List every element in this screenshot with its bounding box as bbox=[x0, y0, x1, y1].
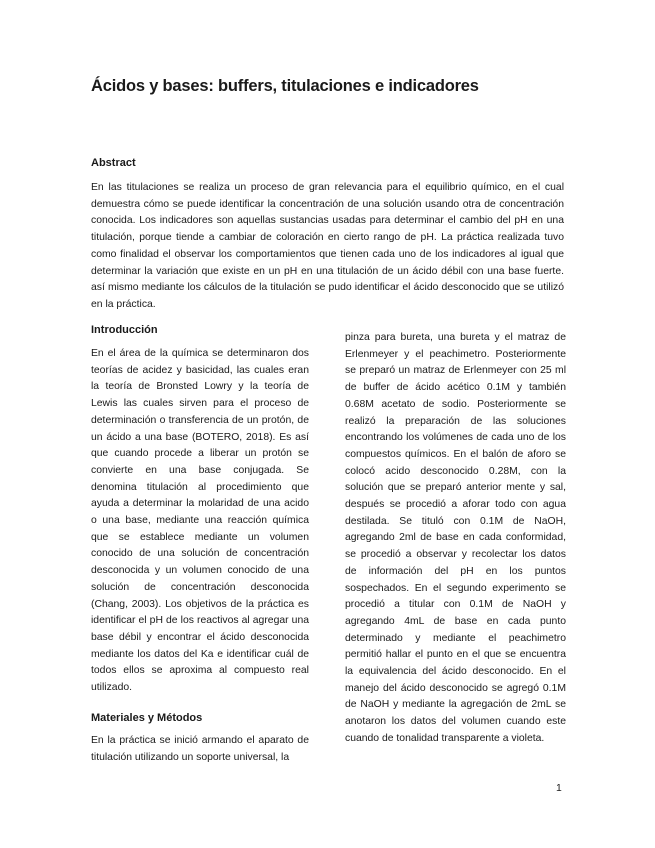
right-column bbox=[345, 330, 566, 748]
methods-heading: Materiales y Métodos bbox=[91, 712, 203, 724]
methods-left-column bbox=[91, 733, 309, 766]
introduction-body: En el área de la química se determinaron dos teorías de acidez y basicidad, las cuales eran la teoría de Bronsted Lowry y la teoría de Lewis las cuales sirven para el proceso de determinación o transferencia de un protón, de un ácido a una base (BOTERO, 2018). Es así que cuando procede a liberar un protón se convierte en una base conjugada. Se denomina titulación al procedimiento que ayuda a determinar la molaridad de una acido o una base, mediante una reacción química que se establece mediante un volumen conocido de una solución de concentración desconocida y un volumen conocido de una solución de concentración desconocida (Chang, 2003). Los objetivos de la práctica es identificar el pH de los reactivos al agregar una base débil y encontrar el ácido desconocida mediante los datos del Ka e identificar cuál de todos ellos se aproxima al compuesto real utilizado. bbox=[91, 348, 309, 694]
abstract-body: En las titulaciones se realiza un proceso de gran relevancia para el equilibrio químico, en el cual demuestra cómo se puede identificar la concentración de una solución usando otra de concentración conocida. Los indicadores son aquellas sustancias usadas para determinar el cambio del pH en una titulación, porque tiende a cambiar de coloración en cierto rango de pH. La práctica realizada tuvo como finalidad el observar los comportamientos que tienen cada uno de los indicadores al igual que determinar la variación que existe en un pH en una titulación de un ácido débil con una base fuerte. así mismo mediante los cálculos de la titulación se pudo identificar el ácido desconocido que se utilizó en la práctica. bbox=[91, 182, 564, 310]
introduction-heading: Introducción bbox=[91, 324, 158, 336]
left-column bbox=[91, 346, 309, 697]
methods-body-right: pinza para bureta, una bureta y el matraz de Erlenmeyer y el peachimetro. Posteriormente se preparó un matraz de Erlenmeyer con 25 ml de buffer de ácido acético 0.1M y también 0.68M acetato de sodio. Posteriormente se realizó la preparación de las soluciones encontrando los volúmenes de cada uno de los compuestos químicos. En el balón de aforo se colocó acido desconocido 0.28M, con la solución que se preparó anterior mente y sal, después se procedió a aforar todo con agua destilada. Se tituló con 0.1M de NaOH, agregando 2ml de base en cada conformidad, se procedió a observar y recolectar los datos de información del pH en los puntos sospechados. En el segundo experimento se procedió a titular con 0.1M de NaOH y agregando 4mL de base en cada punto determinado y mediante el peachimetro permitió hallar el punto en el que se encuentra la equivalencia del ácido desconocido. En el manejo del ácido desconocido se agregó 0.1M de NaOH y mediante la agregación de 2mL se anotaron los datos del volumen cuando este cuando de tonalidad transparente a violeta. bbox=[345, 332, 566, 744]
paper-title: Ácidos y bases: buffers, titulaciones e indicadores bbox=[91, 77, 479, 95]
page-number: 1 bbox=[556, 783, 562, 794]
abstract-heading: Abstract bbox=[91, 157, 136, 169]
methods-body-left: En la práctica se inició armando el aparato de titulación utilizando un soporte universal, la bbox=[91, 735, 309, 763]
